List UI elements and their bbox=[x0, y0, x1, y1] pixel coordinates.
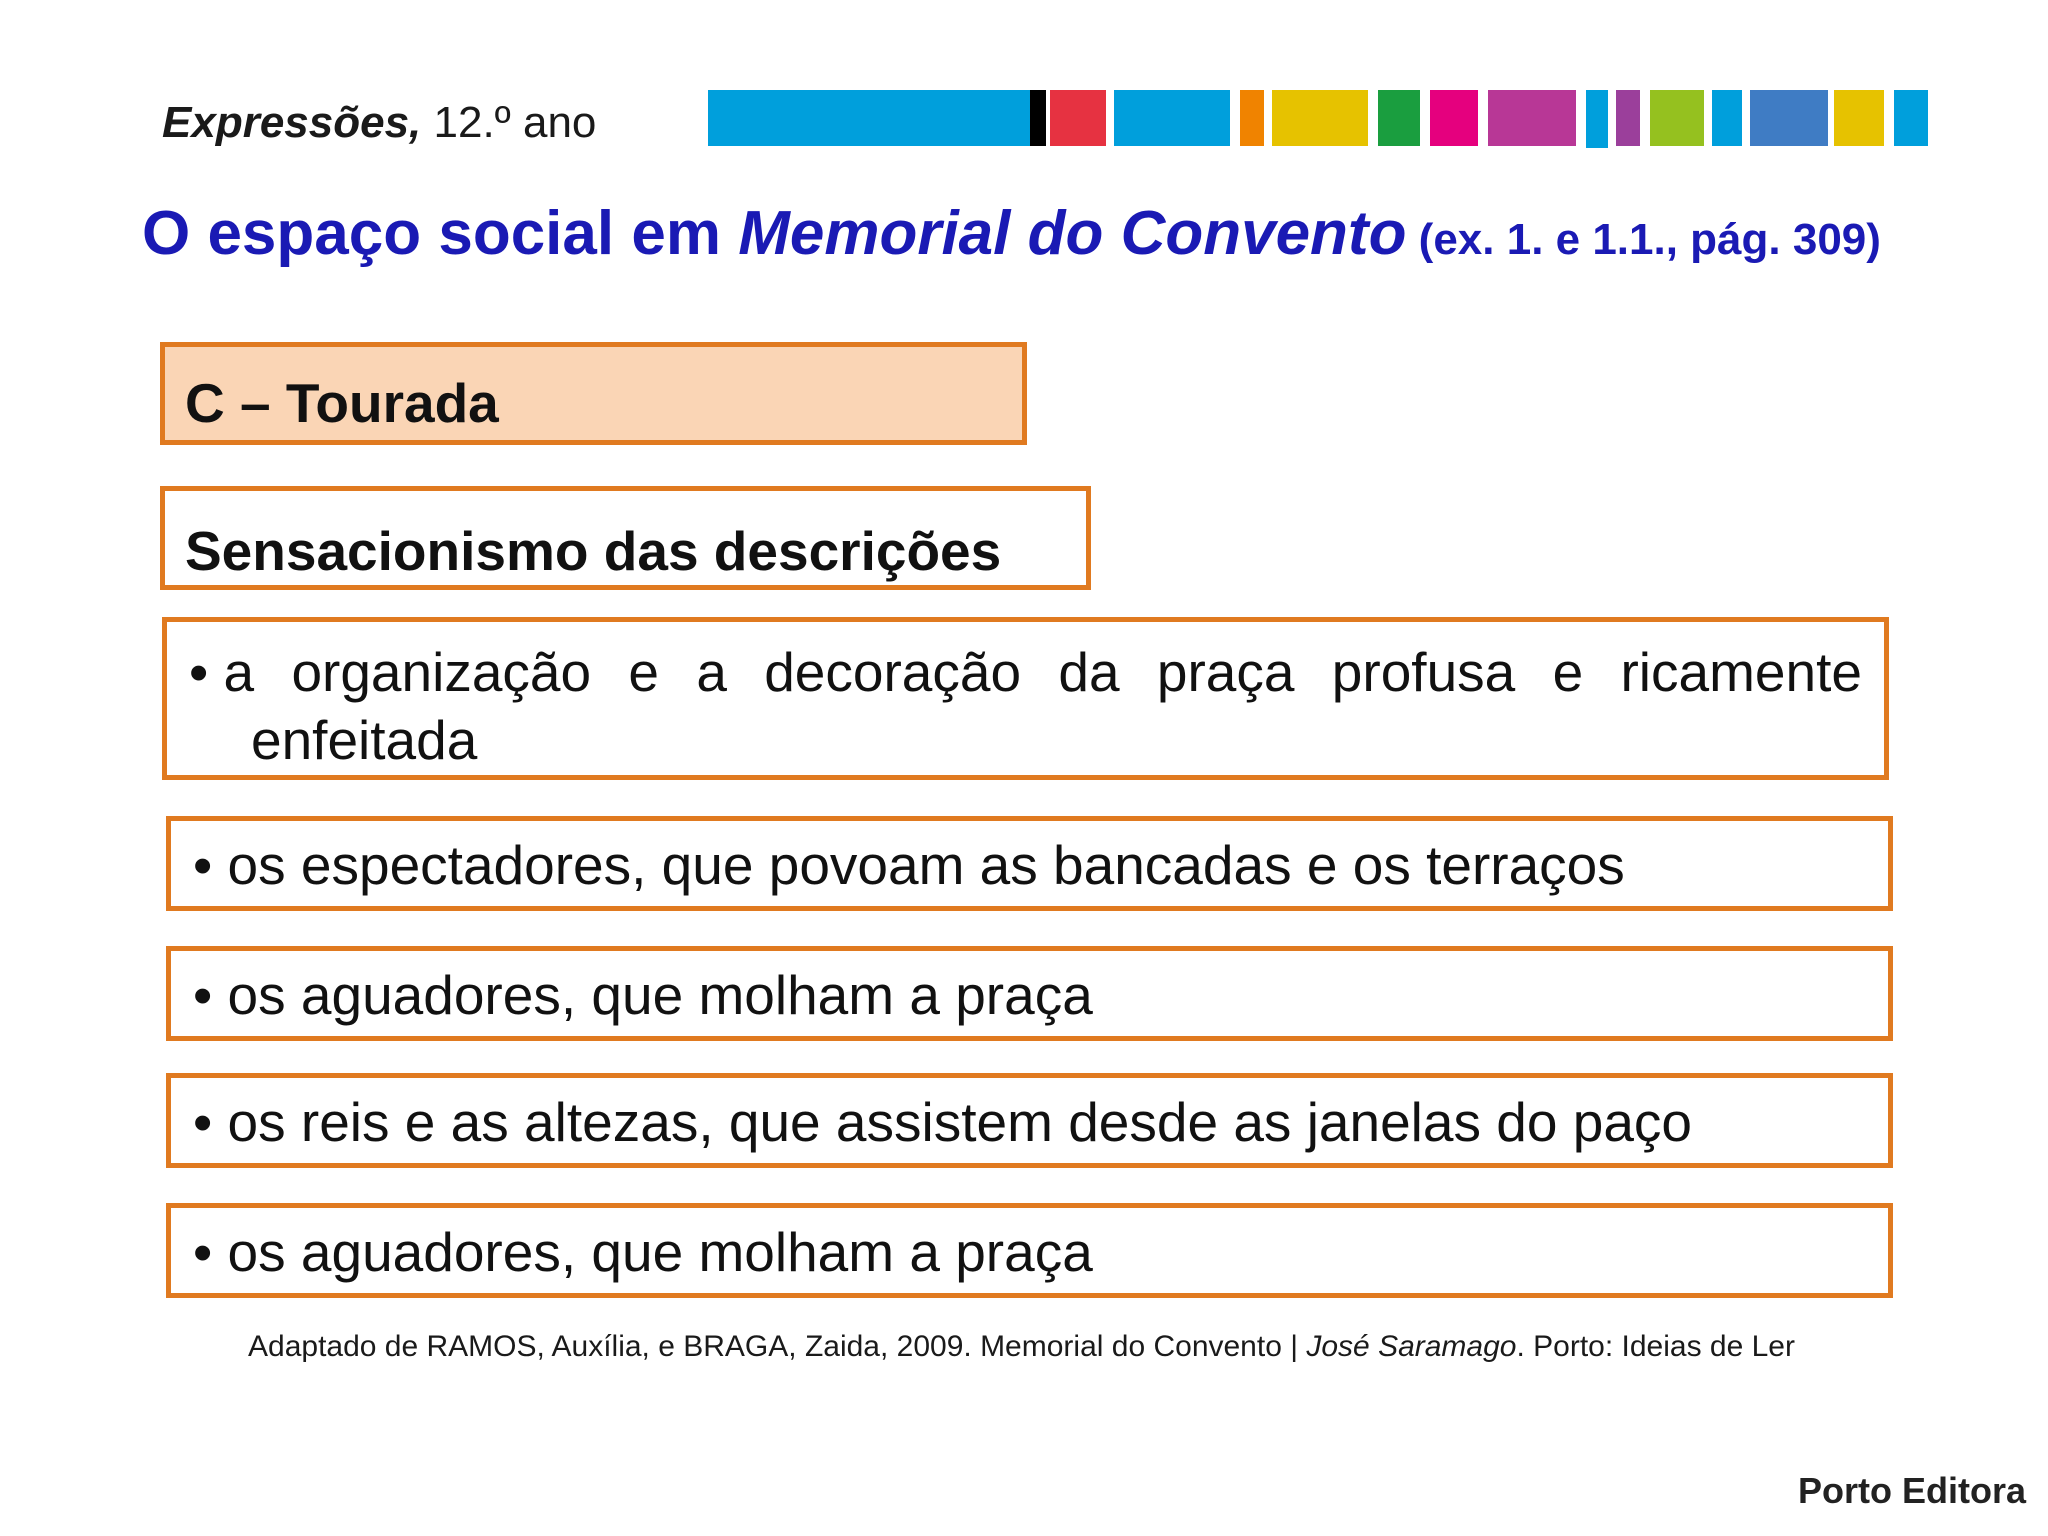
list-item bbox=[166, 1203, 1893, 1298]
word: ricamente bbox=[1620, 641, 1862, 703]
course-label bbox=[162, 98, 596, 148]
section-heading-box bbox=[160, 342, 1027, 445]
source-prefix: Adaptado de RAMOS, Auxília, e BRAGA, Zaida, 2009. Memorial do Convento | bbox=[248, 1330, 1307, 1363]
list-item bbox=[166, 946, 1893, 1041]
course-name: Expressões, bbox=[162, 98, 422, 147]
word: decoração bbox=[764, 641, 1022, 703]
source-author: José Saramago bbox=[1306, 1330, 1517, 1363]
list-item-text: • os aguadores, que molham a praça bbox=[193, 964, 1093, 1026]
section-subheading: Sensacionismo das descrições bbox=[185, 520, 1002, 582]
course-year: 12.º ano bbox=[421, 98, 597, 147]
list-item bbox=[162, 617, 1889, 780]
publisher-logo: Porto Editora bbox=[1797, 1470, 2026, 1511]
source-citation bbox=[248, 1330, 1795, 1364]
list-item-text: • os reis e as altezas, que assistem desde as janelas do paço bbox=[193, 1091, 1692, 1153]
word: e bbox=[1552, 641, 1584, 703]
word: • a bbox=[189, 641, 255, 703]
section-heading: C – Tourada bbox=[185, 372, 499, 434]
list-item bbox=[166, 816, 1893, 911]
word: praça bbox=[1156, 641, 1295, 703]
list-item-line-2: enfeitada bbox=[251, 709, 478, 771]
list-item bbox=[166, 1073, 1893, 1168]
page-title bbox=[142, 198, 1881, 269]
source-suffix: . Porto: Ideias de Ler bbox=[1516, 1330, 1795, 1363]
word: profusa bbox=[1331, 641, 1516, 703]
list-item-text: • os aguadores, que molham a praça bbox=[193, 1221, 1093, 1283]
title-book: Memorial do Convento bbox=[738, 199, 1407, 268]
title-main: O espaço social em bbox=[142, 199, 739, 268]
word: a bbox=[696, 641, 727, 703]
list-item-text: • os espectadores, que povoam as bancadas e os terraços bbox=[193, 834, 1625, 896]
title-reference: (ex. 1. e 1.1., pág. 309) bbox=[1406, 215, 1881, 264]
word: da bbox=[1058, 641, 1120, 703]
word: organização bbox=[291, 641, 592, 703]
word: e bbox=[628, 641, 659, 703]
section-subheading-box bbox=[160, 486, 1091, 590]
list-item-line-1 bbox=[189, 638, 1862, 706]
